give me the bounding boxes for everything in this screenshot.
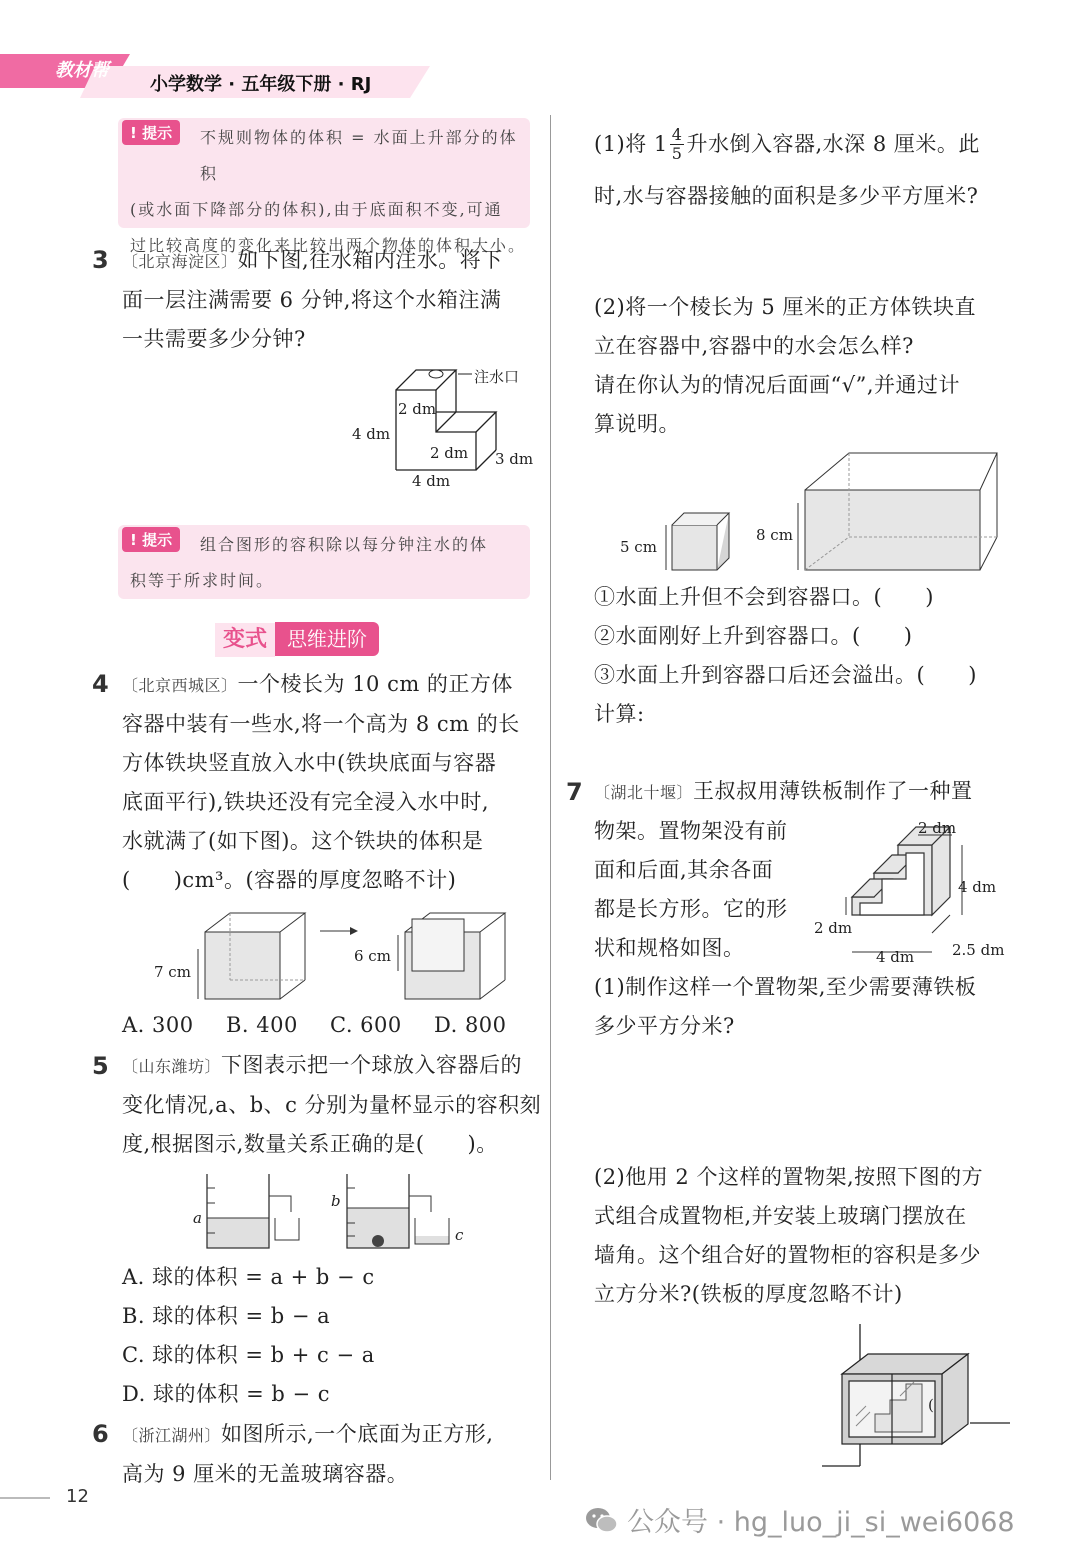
page-number: 12 (66, 1486, 89, 1507)
hint-text: 组合图形的容积除以每分钟注水的体 积等于所求时间。 (130, 535, 489, 590)
question-6-part-1: (1)将 1 4 5 升水倒入容器,水深 8 厘米。此 时,水与容器接触的面积是多少平方厘米? (594, 124, 980, 208)
svg-text:3 dm: 3 dm (495, 450, 534, 468)
shelf-figure (812, 815, 1032, 965)
question-5-options (122, 1258, 542, 1414)
svg-text:b: b (331, 1192, 341, 1210)
option-a[interactable]: A. 球的体积 = a + b − c (122, 1265, 375, 1289)
column-divider (550, 115, 551, 1480)
svg-text:4 dm: 4 dm (412, 472, 451, 490)
section-heading-right: 思维进阶 (275, 622, 379, 656)
question-number: 3 (92, 246, 109, 274)
hint-box-2 (118, 525, 530, 599)
svg-text:2 dm: 2 dm (814, 919, 853, 937)
question-6-choices (594, 578, 1024, 734)
footer-line (0, 1497, 50, 1499)
choice-2[interactable]: ②水面刚好上升到容器口。( ) (594, 624, 913, 648)
question-6-text: 〔浙江湖州〕如图所示,一个底面为正方形, 高为 9 厘米的无盖玻璃容器。 (122, 1422, 494, 1486)
svg-text:8 cm: 8 cm (756, 526, 793, 544)
hint-text: 不规则物体的体积 = 水面上升部分的体积 (或水面下降部分的体积),由于底面积不变,可通 过比较高度的变化来比较出两个物体的体积大小。 (130, 128, 527, 255)
question-3-text: 〔北京海淀区〕如下图,往水箱内注水。将下 面一层注满需要 6 分钟,将这个水箱注满 一共需要多少分钟? (122, 248, 503, 351)
option-b[interactable]: B. 球的体积 = b − a (122, 1304, 331, 1328)
question-number: 5 (92, 1052, 109, 1080)
section-heading (215, 622, 379, 656)
svg-text:4 dm: 4 dm (958, 878, 997, 896)
option-c[interactable]: C. 球的体积 = b + c − a (122, 1343, 375, 1367)
inlet-icon (429, 370, 443, 378)
svg-text:c: c (455, 1226, 464, 1244)
svg-text:7 cm: 7 cm (154, 963, 191, 981)
header-bar (0, 48, 440, 100)
brand-logo: 教材帮 (55, 60, 109, 81)
option-b[interactable]: B. 400 (226, 1013, 298, 1037)
question-4-text: 〔北京西城区〕一个棱长为 10 cm 的正方体 容器中装有一些水,将一个高为 8 cm 的长 方体铁块竖直放入水中(铁块底面与容器 底面平行),铁块还没有完全浸入水中时, 水就满了(如下图)。这个铁块的体积是 ( )cm³。(容器的厚度忽略不计) (122, 672, 520, 892)
question-number: 7 (566, 778, 583, 806)
ball-icon (372, 1235, 384, 1247)
option-d[interactable]: D. 球的体积 = b − c (122, 1382, 331, 1406)
question-number: 4 (92, 670, 109, 698)
door-handle-icon: ( (928, 1396, 934, 1414)
question-4-options (122, 1006, 542, 1045)
question-5-text: 〔山东潍坊〕下图表示把一个球放入容器后的 变化情况,a、b、c 分别为量杯显示的容积刻 度,根据图示,数量关系正确的是( )。 (122, 1053, 542, 1156)
question-source: 〔湖北十堰〕 (594, 783, 694, 802)
option-d[interactable]: D. 800 (434, 1013, 507, 1037)
svg-text:2 dm: 2 dm (918, 819, 957, 837)
question-7-part-2: (2)他用 2 个这样的置物架,按照下图的方 式组合成置物柜,并安装上玻璃门摆放在 墙角。这个组合好的置物柜的容积是多少 立方分米?(铁板的厚度忽略不计) (594, 1165, 984, 1306)
cube-container-figure (612, 445, 1012, 585)
hint-tag: ! 提示 (122, 120, 180, 145)
hint-tag: ! 提示 (122, 527, 180, 552)
svg-text:注水口: 注水口 (474, 368, 520, 386)
question-number: 6 (92, 1420, 109, 1448)
svg-text:2.5 dm: 2.5 dm (952, 941, 1005, 959)
question-source: 〔浙江湖州〕 (122, 1426, 222, 1445)
question-source: 〔北京海淀区〕 (122, 252, 238, 271)
question-6-part-2: (2)将一个棱长为 5 厘米的正方体铁块直 立在容器中,容器中的水会怎么样? 请在你认为的情况后面画“√”,并通过计 算说明。 (594, 295, 976, 436)
calc-label: 计算: (594, 702, 645, 726)
measuring-cup-figure (185, 1168, 485, 1253)
container-figure (150, 905, 520, 1010)
section-heading-left: 变式 (215, 623, 275, 657)
cabinet-figure (820, 1318, 1020, 1468)
question-source: 〔北京西城区〕 (122, 676, 238, 695)
question-7-text: 〔湖北十堰〕王叔叔用薄铁板制作了一种置 物架。置物架没有前 面和后面,其余各面 都是长方形。它的形 状和规格如图。 (1)制作这样一个置物架,至少需要薄铁板 多少平方分米? (594, 779, 977, 1038)
question-source: 〔山东潍坊〕 (122, 1057, 222, 1076)
choice-3[interactable]: ③水面上升到容器口后还会溢出。( ) (594, 663, 977, 687)
svg-text:6 cm: 6 cm (354, 947, 391, 965)
svg-text:5 cm: 5 cm (620, 538, 657, 556)
fraction: 4 5 (671, 124, 683, 163)
watermark: 公众号 · hg_luo_ji_si_wei6068 (585, 1500, 1015, 1539)
option-a[interactable]: A. 300 (122, 1013, 194, 1037)
wechat-icon (585, 1505, 619, 1535)
svg-text:4 dm: 4 dm (876, 948, 915, 965)
book-title: 小学数学 · 五年级下册 · RJ (150, 74, 372, 95)
water-tank-figure (340, 360, 550, 495)
svg-text:4 dm: 4 dm (352, 425, 391, 443)
option-c[interactable]: C. 600 (330, 1013, 402, 1037)
svg-text:a: a (193, 1209, 202, 1227)
svg-text:2 dm: 2 dm (398, 400, 437, 418)
choice-1[interactable]: ①水面上升但不会到容器口。( ) (594, 585, 934, 609)
svg-text:2 dm: 2 dm (430, 444, 469, 462)
hint-box-1 (118, 118, 530, 255)
